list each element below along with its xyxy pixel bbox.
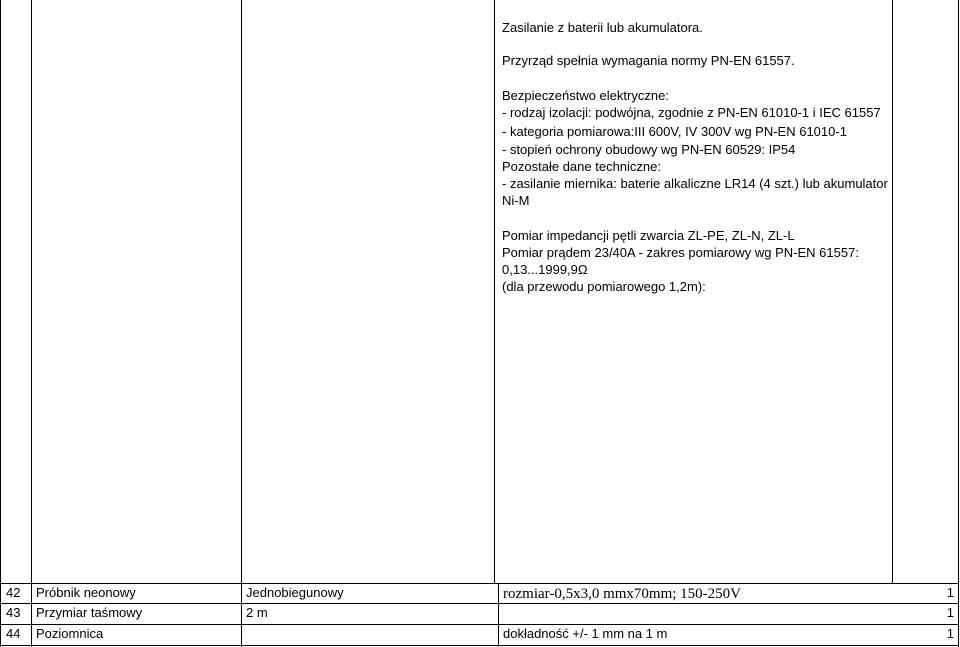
table-border-col3-lower <box>498 583 499 647</box>
desc-line: Przyrząd spełnia wymagania normy PN-EN 61557. <box>502 53 795 68</box>
table-border-col4 <box>892 0 893 583</box>
item-spec: dokładność +/- 1 mm na 1 m <box>503 626 668 641</box>
desc-line: - rodzaj izolacji: podwójna, zgodnie z PN-EN 61010-1 i IEC 61557 <box>502 105 881 120</box>
desc-line: Pomiar prądem 23/40A - zakres pomiarowy wg PN-EN 61557: <box>502 245 859 260</box>
desc-line: Bezpieczeństwo elektryczne: <box>502 88 669 103</box>
item-name: Próbnik neonowy <box>36 585 136 600</box>
table-border-left <box>0 0 1 647</box>
table-border-col1 <box>31 0 32 647</box>
row-number: 44 <box>6 626 21 641</box>
item-spec: rozmiar-0,5x3,0 mmx70mm; 150-250V <box>503 586 742 602</box>
item-quantity: 1 <box>946 626 954 641</box>
item-name: Poziomnica <box>36 626 104 641</box>
item-name: Przymiar taśmowy <box>36 605 143 620</box>
item-type: 2 m <box>246 605 268 620</box>
table-border-col2-lower <box>241 583 242 647</box>
table-border-col2 <box>241 0 242 583</box>
row-number: 43 <box>6 605 21 620</box>
row-border-top-44 <box>0 624 959 625</box>
row-border-top-42 <box>0 583 959 584</box>
desc-line: Ni-M <box>502 193 530 208</box>
desc-line: - zasilanie miernika: baterie alkaliczne LR14 (4 szt.) lub akumulator <box>502 176 888 191</box>
desc-line: Pozostałe dane techniczne: <box>502 159 661 174</box>
row-border-top-43 <box>0 603 959 604</box>
item-quantity: 1 <box>946 585 954 600</box>
desc-line: Pomiar impedancji pętli zwarcia ZL-PE, ZL-N, ZL-L <box>502 228 795 243</box>
item-type: Jednobiegunowy <box>246 585 344 600</box>
row-number: 42 <box>6 585 21 600</box>
desc-line: Zasilanie z baterii lub akumulatora. <box>502 20 703 35</box>
item-quantity: 1 <box>946 605 954 620</box>
desc-line: - kategoria pomiarowa:III 600V, IV 300V wg PN-EN 61010-1 <box>502 124 847 139</box>
table-border-col3 <box>494 0 495 583</box>
row-border-bottom <box>0 645 959 646</box>
desc-line: 0,13...1999,9Ω <box>502 262 588 277</box>
desc-line: - stopień ochrony obudowy wg PN-EN 60529: IP54 <box>502 142 796 157</box>
table-border-right <box>958 0 959 647</box>
desc-line: (dla przewodu pomiarowego 1,2m): <box>502 279 706 294</box>
